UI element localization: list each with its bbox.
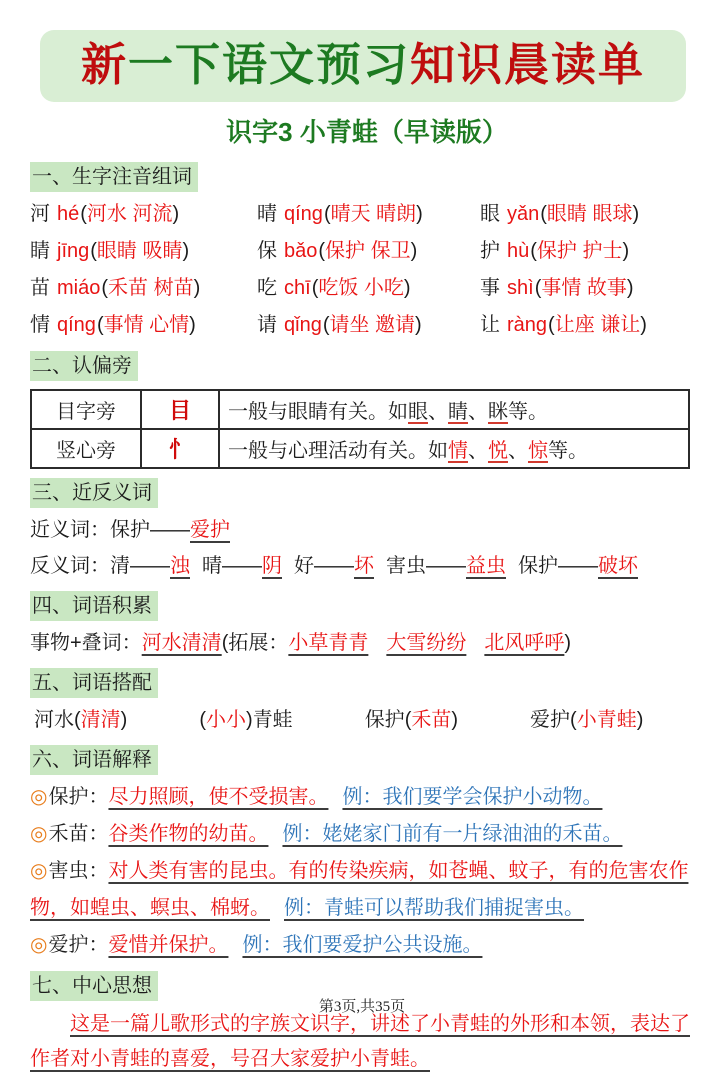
radical-table <box>30 389 690 469</box>
hanzi: 事 <box>480 276 500 299</box>
term: 保护： <box>48 785 109 808</box>
lesson-subtitle: 识字3 小青蛙（早读版） <box>226 116 508 147</box>
collocation-item <box>34 702 127 738</box>
dash: —— <box>150 518 190 541</box>
pinyin: hù <box>507 239 530 262</box>
paren: ) <box>632 202 640 225</box>
paren: ( <box>74 708 81 731</box>
dash: —— <box>314 554 354 577</box>
collocation-inner: 清清 <box>80 708 121 731</box>
circle-bullet-icon: ◎ <box>30 785 48 808</box>
paren: ( <box>199 708 207 731</box>
collocation-item <box>530 702 643 738</box>
page-title <box>81 39 645 90</box>
collocation-item <box>199 702 292 738</box>
section6-heading: 六、词语解释 <box>30 745 158 775</box>
collocation-inner: 禾苗 <box>411 708 452 731</box>
hanzi: 保 <box>257 239 277 262</box>
example-char: 情 <box>448 439 468 462</box>
radical-glyph: 忄 <box>141 429 219 468</box>
expand-label: 拓展： <box>228 631 289 654</box>
circle-bullet-icon: ◎ <box>30 822 48 845</box>
grid-cell <box>30 270 257 307</box>
pinyin: ràng <box>507 313 548 336</box>
paren: ) <box>193 276 201 299</box>
main-phrase: 河水清清 <box>141 631 222 654</box>
accumulation-line <box>30 625 704 661</box>
paren: ) <box>640 313 647 336</box>
antonym-label: 反义词： <box>30 554 110 577</box>
grid-cell <box>257 196 480 233</box>
separator: 、 <box>468 400 488 423</box>
pinyin: qíng <box>57 313 96 336</box>
section5-heading: 五、词语搭配 <box>30 668 158 698</box>
hanzi: 让 <box>480 313 500 336</box>
paren: ) <box>451 708 459 731</box>
collocation-inner: 小小 <box>206 708 247 731</box>
antonym-a: 浊 <box>170 554 190 577</box>
pinyin: miáo <box>57 276 101 299</box>
radical-name: 竖心旁 <box>31 429 141 468</box>
expand-item: 北风呼呼 <box>484 631 565 654</box>
pinyin: qíng <box>284 202 323 225</box>
pinyin-word-grid <box>30 196 704 344</box>
section1-heading: 一、生字注音组词 <box>30 162 198 192</box>
section3-heading: 三、近反义词 <box>30 478 158 508</box>
paren: ) <box>246 708 253 731</box>
title-part3: 知识晨读单 <box>410 39 646 90</box>
synonym-label: 近义词：保护 <box>30 518 150 541</box>
separator: 、 <box>468 439 488 462</box>
words: 河水 河流 <box>86 202 173 225</box>
paren: ) <box>172 202 180 225</box>
title-part1: 新 <box>80 39 128 90</box>
title-banner <box>40 30 686 102</box>
grid-cell <box>257 233 480 270</box>
antonym-a: 破坏 <box>598 554 638 577</box>
paren: ( <box>101 276 109 299</box>
grid-cell <box>30 196 257 233</box>
pinyin: hé <box>57 202 80 225</box>
paren: ( <box>80 202 87 225</box>
hanzi: 睛 <box>30 239 50 262</box>
grid-cell <box>480 270 704 307</box>
theme-paragraph: 这是一篇儿歌形式的字族文识字，讲述了小青蛙的外形和本领，表达了作者对小青蛙的喜爱，号召大家爱护小青蛙。 <box>30 1012 690 1070</box>
paren: ( <box>570 708 577 731</box>
hanzi: 请 <box>257 313 277 336</box>
section2-heading: 二、认偏旁 <box>30 351 138 381</box>
hanzi: 情 <box>30 313 50 336</box>
hanzi: 晴 <box>257 202 277 225</box>
words: 晴天 晴朗 <box>330 202 417 225</box>
synonym-answer: 爱护 <box>190 518 230 541</box>
example-char: 睛 <box>448 400 468 423</box>
paren: ) <box>410 239 418 262</box>
example-sentence: 例：我们要爱护公共设施。 <box>242 933 483 956</box>
paren: ) <box>182 239 190 262</box>
title-part2: 一下语文预习 <box>127 39 410 90</box>
paren: ( <box>311 276 319 299</box>
antonym-q: 害虫 <box>386 554 426 577</box>
separator: 、 <box>508 439 528 462</box>
pinyin: qǐng <box>284 313 322 336</box>
antonym-line <box>30 548 704 584</box>
definition-entry <box>30 853 704 927</box>
collocation-pre: 河水 <box>34 708 74 731</box>
paren: ( <box>221 631 229 654</box>
collocation-line <box>30 702 704 738</box>
synonym-line <box>30 512 704 548</box>
term: 禾苗： <box>48 822 109 845</box>
desc-suffix: 等。 <box>548 439 588 462</box>
radical-name: 目字旁 <box>31 390 141 429</box>
pinyin: bǎo <box>284 239 318 262</box>
collocation-pre: 爱护 <box>530 708 571 731</box>
definition: 爱惜并保护。 <box>108 933 229 956</box>
collocation-pre: 保护 <box>364 708 405 731</box>
definition-entry <box>30 816 704 853</box>
pinyin: shì <box>507 276 534 299</box>
hanzi: 护 <box>480 239 500 262</box>
paren: ) <box>416 202 423 225</box>
paren: ) <box>120 708 128 731</box>
paren: ( <box>540 202 547 225</box>
circle-bullet-icon: ◎ <box>30 933 48 956</box>
words: 保护 护士 <box>536 239 623 262</box>
words: 请坐 邀请 <box>329 313 416 336</box>
section7-heading: 七、中心思想 <box>30 971 158 1001</box>
grid-cell <box>480 233 704 270</box>
words: 眼睛 吸睛 <box>96 239 183 262</box>
paren: ( <box>548 313 555 336</box>
pinyin: chī <box>284 276 311 299</box>
hanzi: 眼 <box>480 202 500 225</box>
example-char: 惊 <box>528 439 548 462</box>
section4-heading: 四、词语积累 <box>30 591 158 621</box>
example-sentence: 例：我们要学会保护小动物。 <box>342 785 603 808</box>
definition-entry <box>30 927 704 964</box>
grid-cell <box>30 307 257 344</box>
dash: —— <box>130 554 170 577</box>
example-char: 眼 <box>408 400 428 423</box>
dash: —— <box>558 554 598 577</box>
example-sentence: 例：姥姥家门前有一片绿油油的禾苗。 <box>282 822 623 845</box>
table-row <box>31 429 689 468</box>
radical-glyph: 目 <box>141 390 219 429</box>
desc-suffix: 等。 <box>508 400 548 423</box>
radical-desc <box>219 429 689 468</box>
paren: ( <box>96 313 104 336</box>
collocation-inner: 小青蛙 <box>576 708 637 731</box>
table-row <box>31 390 689 429</box>
paren: ) <box>564 631 572 654</box>
paren: ( <box>90 239 97 262</box>
hanzi: 河 <box>30 202 50 225</box>
expand-item: 大雪纷纷 <box>386 631 467 654</box>
term: 爱护： <box>48 933 109 956</box>
dash: —— <box>222 554 262 577</box>
words: 事情 故事 <box>541 276 627 299</box>
grid-cell <box>257 270 480 307</box>
paren: ( <box>530 239 537 262</box>
collocation-item <box>365 702 458 738</box>
antonym-q: 清 <box>110 554 130 577</box>
pinyin: jīng <box>57 239 90 262</box>
paren: ( <box>534 276 542 299</box>
example-char: 悦 <box>488 439 508 462</box>
antonym-a: 阴 <box>262 554 282 577</box>
circle-bullet-icon: ◎ <box>30 859 48 882</box>
paren: ) <box>622 239 630 262</box>
words: 让座 谦让 <box>554 313 641 336</box>
words: 事情 心情 <box>103 313 190 336</box>
grid-cell <box>257 307 480 344</box>
desc-prefix: 一般与心理活动有关。如 <box>228 439 448 462</box>
term: 害虫： <box>48 859 109 882</box>
paren: ) <box>403 276 411 299</box>
grid-cell <box>480 307 704 344</box>
paren: ( <box>318 239 326 262</box>
radical-desc <box>219 390 689 429</box>
collocation-post: 青蛙 <box>252 708 293 731</box>
definition: 对人类有害的昆虫。有的传染疾病，如苍蝇、蚊子，有的危害农作物，如蝗虫、螟虫、棉蚜。 <box>30 859 689 919</box>
separator: 、 <box>428 400 448 423</box>
example-sentence: 例：青蛙可以帮助我们捕捉害虫。 <box>284 896 584 919</box>
hanzi: 吃 <box>257 276 277 299</box>
words: 吃饭 小吃 <box>318 276 404 299</box>
words: 保护 保卫 <box>325 239 411 262</box>
hanzi: 苗 <box>30 276 50 299</box>
paren: ) <box>626 276 634 299</box>
paren: ) <box>636 708 644 731</box>
example-char: 眯 <box>488 400 508 423</box>
antonym-q: 晴 <box>202 554 222 577</box>
grid-cell <box>30 233 257 270</box>
paren: ) <box>189 313 196 336</box>
grid-cell <box>480 196 704 233</box>
paren: ( <box>322 313 330 336</box>
paren: ( <box>404 708 412 731</box>
antonym-a: 益虫 <box>466 554 506 577</box>
words: 禾苗 树苗 <box>108 276 194 299</box>
antonym-a: 坏 <box>354 554 374 577</box>
definition: 尽力照顾，使不受损害。 <box>108 785 329 808</box>
dash: —— <box>426 554 466 577</box>
paren: ) <box>415 313 422 336</box>
antonym-q: 好 <box>294 554 314 577</box>
paren: ( <box>323 202 331 225</box>
expand-item: 小草青青 <box>288 631 369 654</box>
words: 眼睛 眼球 <box>546 202 633 225</box>
pinyin: yǎn <box>507 202 540 225</box>
desc-prefix: 一般与眼睛有关。如 <box>228 400 408 423</box>
page-number: 第3页,共35页 <box>318 999 406 1015</box>
accumulation-label: 事物+叠词： <box>30 631 142 654</box>
antonym-q: 保护 <box>518 554 558 577</box>
definition: 谷类作物的幼苗。 <box>108 822 269 845</box>
definition-entry <box>30 779 704 816</box>
